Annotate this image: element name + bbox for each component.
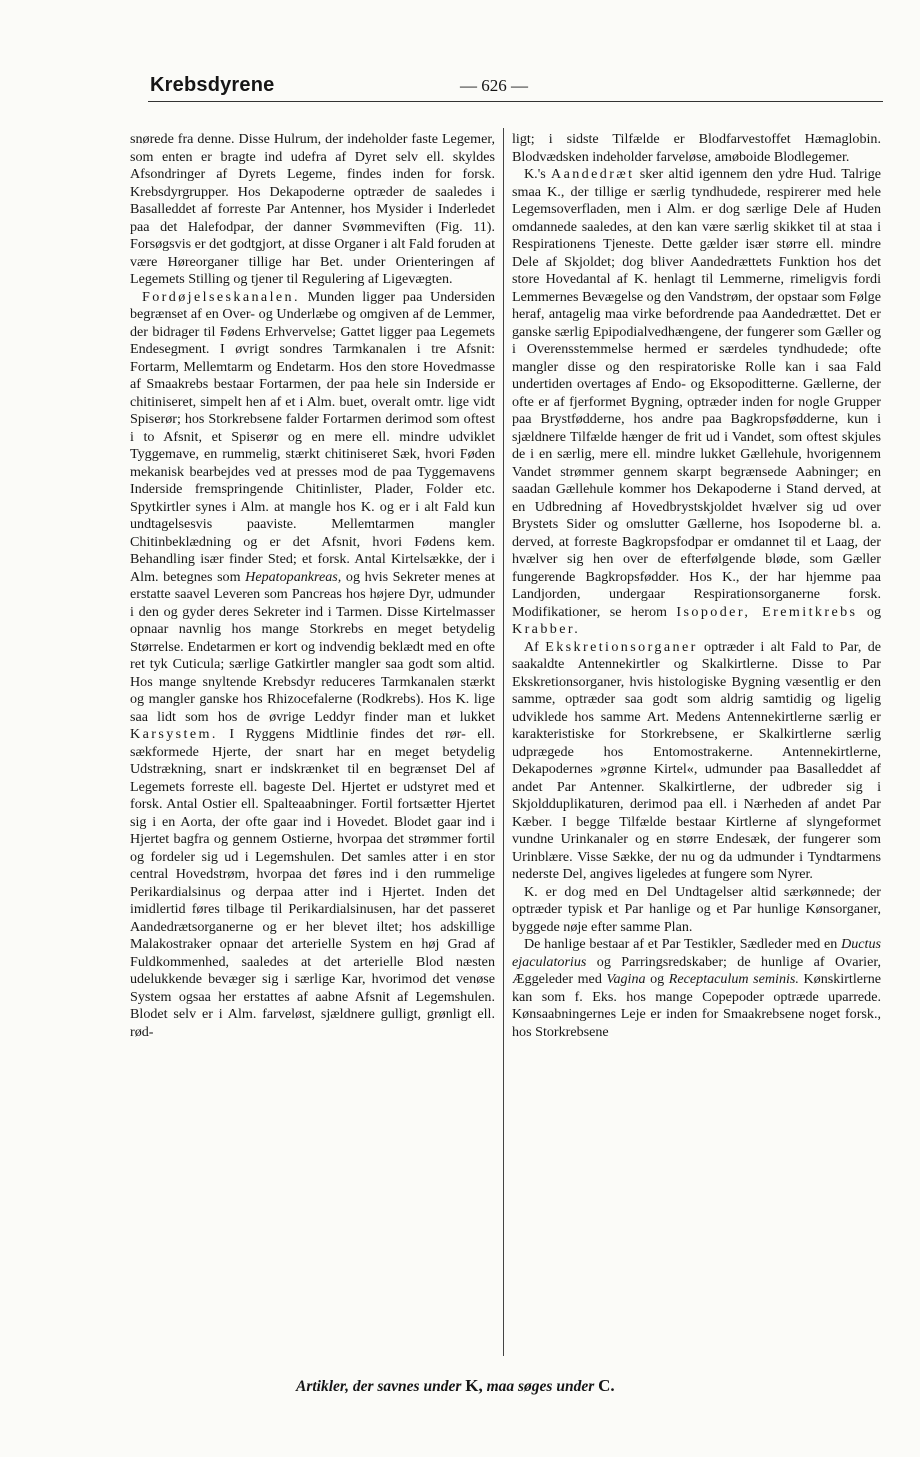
paragraph: K.'s Aandedræt sker altid igennem den ydre Hud. Talrige smaa K., der tillige er særlig tyndhudede, respirerer med hele Legemsoverfladen, men i Alm. er dog særlige Dele af Huden omdannede saaledes, at den kan være særlig skikket til at staa i Respirationens Tjeneste. Dette gælder især større ell. mindre Dele af Skjoldet; dog bliver Aandedrættets Funktion hos det store Hovedantal af K. henlagt til Lemmerne, rimeligvis fordi Lemmernes Bevægelse og den Vandstrøm, der opstaar som Følge heraf, antagelig maa virke befordrende paa Aandedrættet. Det er ganske særlig Epipodialvedhængene, der fungerer som Gæller og i Overensstemmelse hermed er særdeles tyndhudede; ofte mangler disse og den respiratoriske Rolle kan i saa Fald undertiden overtages af Endo- og Eksopoditterne. Gællerne, der ofte er af fjerformet Bygning, optræder inden for nogle Grupper paa Brystfødderne, hos andre paa Bagkropsfødderne, kun i sjældnere Tilfælde hænger de frit ud i Vandet, som oftest skjules de i en særlig, mere ell. mindre lukket Gællehule, hvorigennem Vandet strømmer gennem skarpt begrænsede Aabninger; en saadan Gællehule kommer hos Dekapoderne i Stand derved, at en Udbredning af Hovedbrystskjoldet hvælver sig ud over Brystets Sider og omslutter Gællerne, hos Isopoderne bl. a. derved, at forreste Bagkropsfodpar er omdannet til et Laag, der hvælver sig hen over de efterfølgende bløde, som Gæller fungerende Bagkropsfødder. Hos K., der har hjemme paa Landjorden, undergaar Respirationsorganerne forsk. Modifikationer, se herom Isopoder, Eremitkrebs og Krabber. bbox=[512, 166, 881, 637]
page-number: — 626 — bbox=[460, 76, 528, 95]
left-column bbox=[130, 131, 495, 1041]
right-column bbox=[512, 131, 881, 1041]
section-heading: Fordøjelseskanalen. bbox=[142, 288, 300, 305]
paragraph: snørede fra denne. Disse Hulrum, der indeholder faste Legemer, som enten er bragte ind udefra af Dyret selv ell. skyldes Afsondringer af Dyrets Legeme, findes inden for forsk. Krebsdyrgrupper. Hos Dekapoderne optræder de saaledes i Basalleddet af forreste Par Antenner, hos Mysider i Inderledet paa det Halefodpar, der danner Svømmeviften (Fig. 11). Forsøgsvis er det godtgjort, at disse Organer i alt Fald foruden at være Høreorganer tillige har Bet. under Orienteringen af Legemets Stilling og tjener til Regulering af Ligevægten. bbox=[130, 131, 495, 287]
column-divider bbox=[503, 128, 504, 1356]
section-heading: Ekskretionsorganer bbox=[545, 638, 698, 655]
paragraph: Fordøjelseskanalen. Munden ligger paa Undersiden begrænset af en Over- og Underlæbe og omgiven af de Lemmer, der bidrager til Fødens Erhvervelse; Gattet ligger paa Legemets Endesegment. I øvrigt sondres Tarmkanalen i tre Afsnit: Fortarm, Mellemtarm og Endetarm. Hos den store Hovedmasse af Smaakrebs bestaar Fortarmen, der paa hele sin Inderside er chitiniseret, simpelt hen af et i Alm. buet, overalt omtr. lige vidt Spiserør; hos Storkrebsene falder Fortarmen derimod som oftest i to Afsnit, et Spiserør og en mere ell. mindre udviklet Tyggemave, en rummelig, stærkt chitiniseret Sæk, hvori Føden mekanisk bearbejdes ved at presses mod de paa Tyggemavens Inderside fremspringende Chitinlister, Plader, Folder etc. Spytkirtler synes i Alm. at mangle hos K. og er i alt Fald kun undtagelsesvis paaviste. Mellemtarmen mangler Chitinbeklædning og er det Afsnit, hvori Fødens kem. Behandling især finder Sted; et forsk. Antal Kirtelsække, der i Alm. betegnes som Hepatopankreas, og hvis Sekreter menes at erstatte saavel Leveren som Pancreas hos højere Dyr, udmunder i den og gyder deres Sekreter ind i Tarmen. Disse Kirtelmasser opnaar navnlig hos mange Storkrebs en meget betydelig Størrelse. Endetarmen er kort og indvendig beklædt med en ofte ret tyk Cuticula; særlige Gatkirtler mangler saa godt som altid. Hos mange snyltende Krebsdyr reduceres Tarmkanalen stærkt og mangler ganske hos Rhizocefalerne (Rodkrebs). Hos K. lige saa lidt som hos de øvrige Leddyr finder man et lukket Karsystem. I Ryggens Midtlinie findes det rør- ell. sækformede Hjerte, der snart har en meget betydelig Udstrækning, snart er indskrænket til en begrænset Del af Legemets forreste ell. bageste Del. Hjertet er udstyret med et forsk. Antal Ostier ell. Spalteaabninger. Fortil fortsætter Hjertet sig i en Aorta, der ofte gaar ind i Hovedet. Blodet gaar ind i Hjertet bagfra og gennem Ostierne, hvorpaa det strømmer fortil og fordeler sig ud i Legemshulen. Det samles atter i en stor central Hovedstrøm, hvorpaa det føres ind i den rummelige Perikardialsinus og derpaa atter ind i Hjertet. Inden det imidlertid føres tilbage til Perikardialsinusen, har det passeret Aandedrætsorganerne og er her blevet iltet; hos adskillige Malakostraker opnaar det arterielle System en høj Grad af Fuldkommenhed, saaledes at det arterielle Blod næsten udelukkende bevæger sig i særlige Kar, hvorimod det venøse System ogsaa her erstattes af aabne Afsnit af Legemshulen. Blodet selv er i Alm. farveløst, sjældnere gulligt, grønligt ell. rød- bbox=[130, 288, 495, 1040]
page-header-title: Krebsdyrene bbox=[150, 74, 275, 96]
cross-reference: Krabber. bbox=[512, 621, 581, 637]
paragraph: K. er dog med en Del Undtagelser altid særkønnede; der optræder typisk et Par hanlige og et Par hunlige Kønsorganer, byggede nøje efter samme Plan. bbox=[512, 883, 881, 935]
section-heading: Aandedræt bbox=[551, 166, 635, 182]
header-rule bbox=[148, 101, 883, 102]
cross-reference: Isopoder, Eremitkrebs bbox=[676, 603, 858, 620]
paragraph: De hanlige bestaar af et Par Testikler, Sædleder med en Ductus ejaculatorius og Parringsredskaber; de hunlige af Ovarier, Æggeleder med Vagina og Receptaculum seminis. Kønskirtlerne kan som f. Eks. hos mange Copepoder optræde uparrede. Kønsaabningernes Leje er inden for Smaakrebsene noget forsk., hos Storkrebsene bbox=[512, 936, 881, 1040]
paragraph: ligt; i sidste Tilfælde er Blodfarvestoffet Hæmaglobin. Blodvædsken indeholder farveløse, amøboide Blodlegemer. bbox=[512, 131, 881, 165]
section-heading: Karsystem. bbox=[130, 726, 218, 742]
paragraph: Af Ekskretionsorganer optræder i alt Fald to Par, de saakaldte Antennekirtler og Skalkirtlerne. Disse to Par Ekskretionsorganer, hvis histologiske Bygning væsentlig er den samme, optræder saa godt som aldrig samtidig og ligelig udviklede hos samme Art. Medens Antennekirtlerne særlig er karakteristiske for Storkrebsene, er Skalkirtlerne særlig udprægede hos Entomostrakerne. Antennekirtlerne, Dekapodernes »grønne Kirtel«, udmunder paa Basalleddet af andet Par Antenner. Skalkirtlerne, der udbreder sig i Skjoldduplikaturen, derimod paa ell. i Nærheden af andet Par Kæber. I begge Tilfælde bestaar Kirtlerne af slyngeformet vundne Urinkanaler og en større Endesæk, der fungerer som Urinblære. Visse Sække, der nu og da udmunder i Tyndtarmens nederste Del, angives ligeledes at fungere som Nyrer. bbox=[512, 638, 881, 882]
footer-note: Artikler, der savnes under K, maa søges under C. bbox=[296, 1376, 615, 1395]
